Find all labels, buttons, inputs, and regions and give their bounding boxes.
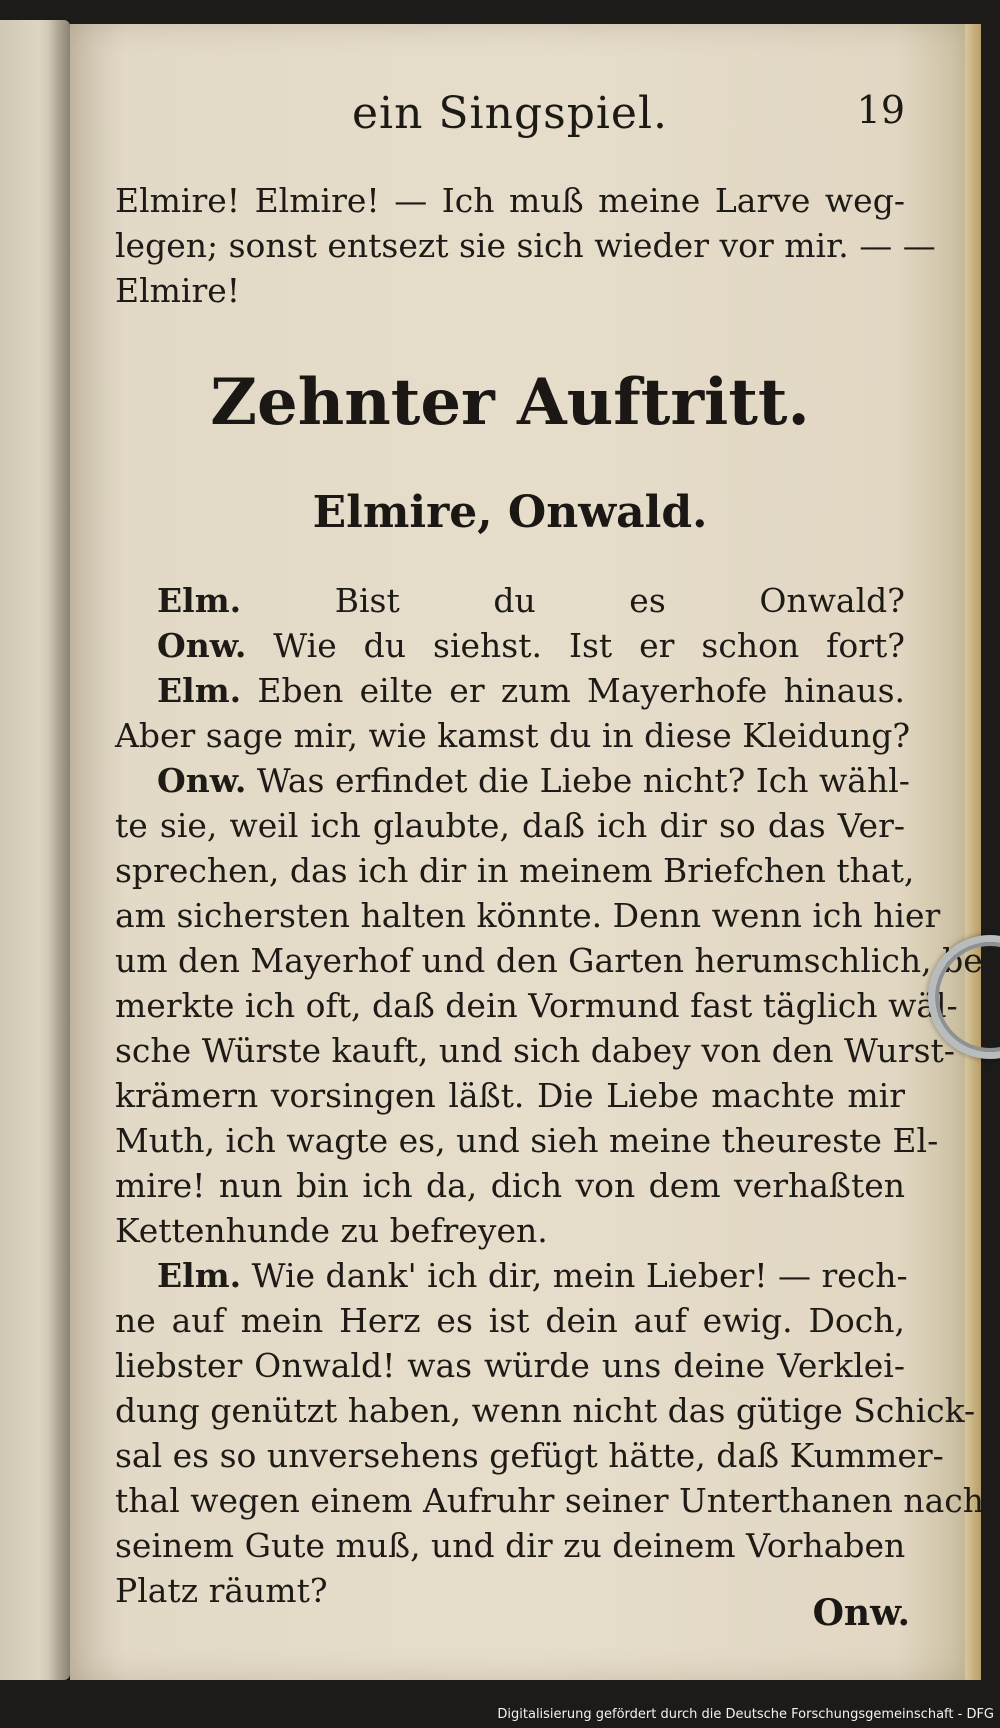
facing-page-edge [0, 20, 70, 1680]
dialogue-line [115, 1253, 908, 1298]
running-title: ein Singspiel. [351, 88, 669, 139]
line-text: am sichersten halten könnte. Denn wenn ich hier [115, 896, 941, 935]
catchword: Onw. [812, 1592, 910, 1634]
line-text: Wie du siehst. Ist er schon fort? [273, 626, 905, 665]
line-text: ne auf mein Herz es ist dein auf ewig. Doch, [115, 1301, 905, 1340]
dialogue-line [115, 1478, 984, 1523]
dialogue-line [115, 1028, 955, 1073]
dialogue-line [115, 1523, 905, 1568]
dialogue-line [115, 848, 915, 893]
dialogue-line [115, 668, 905, 713]
speaker-label: Elm. [157, 581, 242, 620]
text-line: Elmire! Elmire! — Ich muß meine Larve weg- [115, 181, 905, 220]
line-text: Wie dank' ich dir, mein Lieber! — rech- [251, 1256, 908, 1295]
speaker-label: Elm. [157, 1256, 242, 1295]
line-text: thal wegen einem Aufruhr seiner Unterthanen nach [115, 1481, 984, 1520]
line-text: Muth, ich wagte es, und sieh meine theureste El- [115, 1121, 939, 1160]
line-text: Was erfindet die Liebe nicht? Ich wähl- [256, 761, 910, 800]
line-text: um den Mayerhof und den Garten herumschlich, be- [115, 941, 994, 980]
dialogue-line [115, 983, 958, 1028]
dialogue-line [115, 803, 905, 848]
dialogue-line [115, 1433, 944, 1478]
line-text: dung genützt haben, wenn nicht das gütige Schick- [115, 1391, 976, 1430]
line-text: Platz räumt? [115, 1571, 328, 1610]
line-text: Eben eilte er zum Mayerhofe hinaus. [257, 671, 905, 710]
dialogue-line [115, 758, 910, 803]
line-text: sche Würste kauft, und sich dabey von den Wurst- [115, 1031, 955, 1070]
digitization-credit: Digitalisierung gefördert durch die Deutsche Forschungsgemeinschaft - DFG [497, 1707, 994, 1722]
line-text: merkte ich oft, daß dein Vormund fast täglich wäl- [115, 986, 958, 1025]
dialogue-line [115, 938, 994, 983]
line-text: Kettenhunde zu befreyen. [115, 1211, 548, 1250]
scene-heading: Zehnter Auftritt. [210, 365, 810, 440]
line-text: te sie, weil ich glaubte, daß ich dir so das Ver- [115, 806, 905, 845]
speaker-label: Elm. [157, 671, 242, 710]
speaker-label: Onw. [157, 626, 247, 665]
scene-characters: Elmire, Onwald. [312, 487, 708, 538]
dialogue-line [115, 1163, 905, 1208]
line-text: sal es so unversehens gefügt hätte, daß Kummer- [115, 1436, 944, 1475]
text-line: Elmire! [115, 271, 241, 310]
dialogue-line [115, 623, 905, 668]
line-text: sprechen, das ich dir in meinem Briefchen that, [115, 851, 915, 890]
dialogue-line [115, 713, 911, 758]
dialogue-line [115, 578, 905, 623]
dialogue-line [115, 1298, 905, 1343]
page-block-edge [965, 24, 981, 1680]
dialogue-line [115, 893, 941, 938]
line-text: liebster Onwald! was würde uns deine Verklei- [115, 1346, 905, 1385]
line-text: seinem Gute muß, und dir zu deinem Vorhaben [115, 1526, 906, 1565]
dialogue-line [115, 1208, 905, 1253]
text-line: legen; sonst entsezt sie sich wieder vor mir. — — [115, 226, 936, 265]
dialogue-line [115, 1343, 905, 1388]
dialogue-line [115, 1118, 939, 1163]
spine-shadow [48, 20, 70, 1680]
page-number: 19 [856, 88, 905, 132]
dialogue-line [115, 1073, 905, 1118]
line-text: mire! nun bin ich da, dich von dem verhaßten [115, 1166, 905, 1205]
dialogue-block [115, 578, 994, 1613]
page-header [115, 88, 905, 148]
line-text: krämern vorsingen läßt. Die Liebe machte mir [115, 1076, 905, 1115]
line-text: Aber sage mir, wie kamst du in diese Kleidung? [115, 716, 911, 755]
dialogue-line [115, 1388, 976, 1433]
opening-paragraph [115, 178, 936, 313]
speaker-label: Onw. [157, 761, 247, 800]
line-text: Bist du es Onwald? [334, 581, 905, 620]
